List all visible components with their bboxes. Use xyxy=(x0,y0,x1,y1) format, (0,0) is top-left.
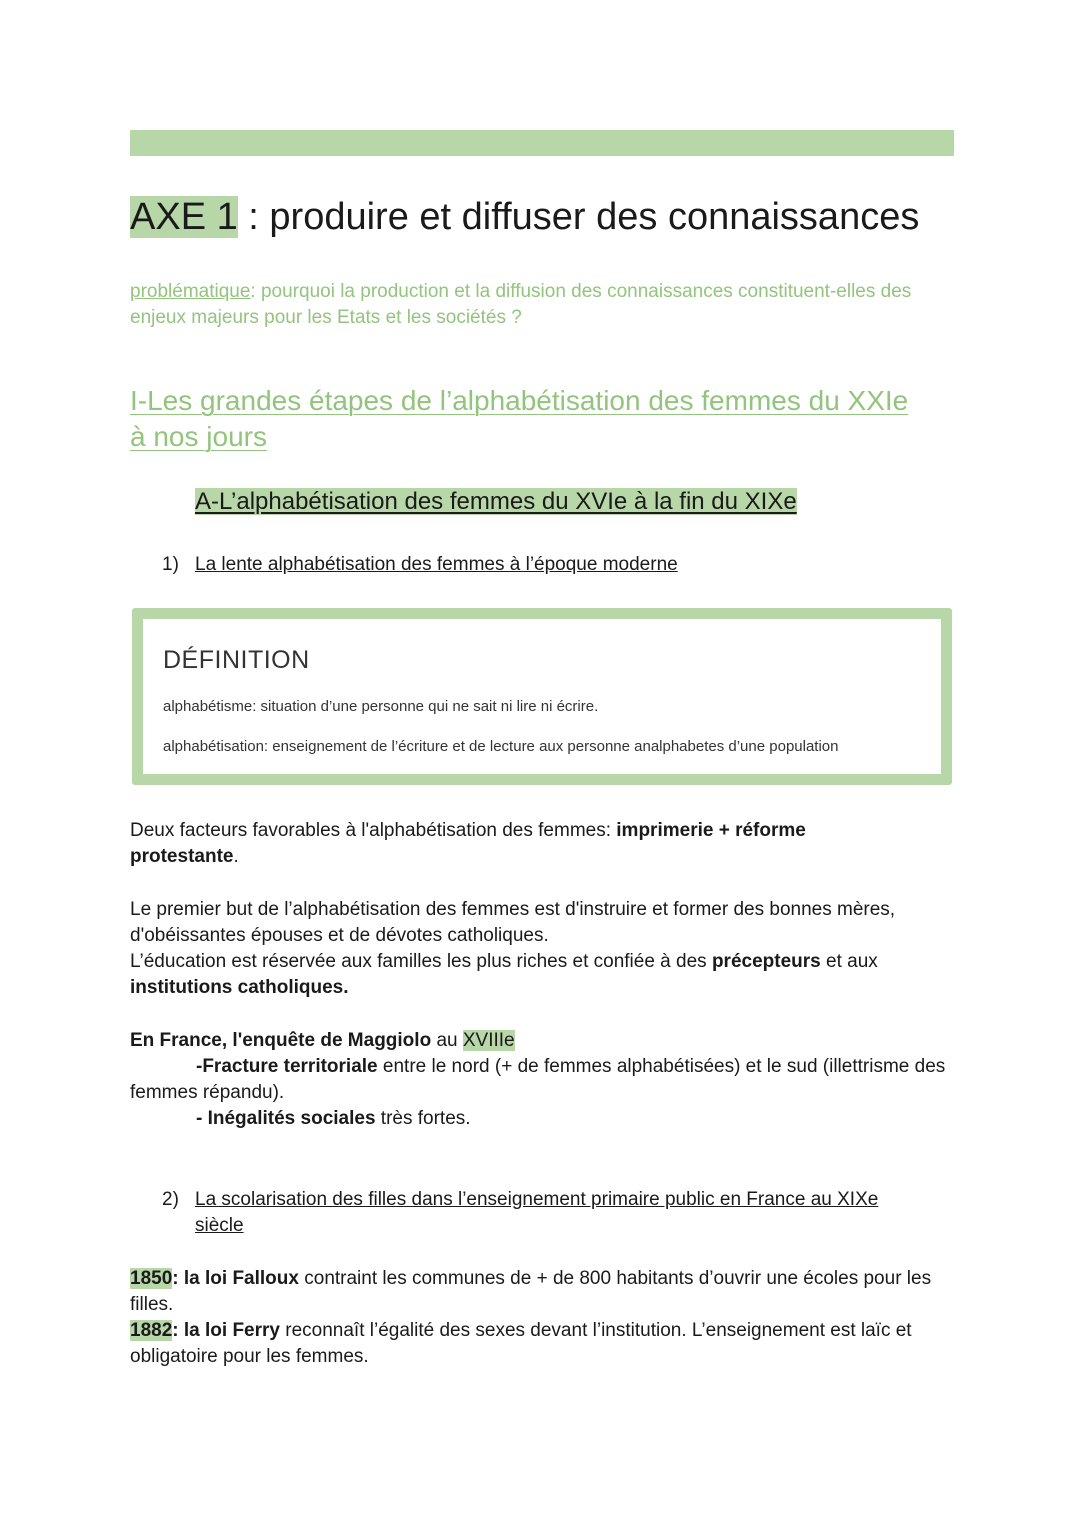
problematique-label: problématique xyxy=(130,281,251,302)
numbered-heading-1-title: La lente alphabétisation des femmes à l’époque moderne xyxy=(195,554,678,575)
p1-bold: imprimerie + réforme protestante xyxy=(130,820,806,867)
p3-text: au xyxy=(431,1030,463,1051)
title-separator: : xyxy=(237,196,270,238)
p2-line1: Le premier but de l’alphabétisation des femmes est d'instruire et former des bonnes mères, d'obéissantes épouses et de dévotes catholiques. xyxy=(130,899,896,946)
numbered-heading-2-num: 2) xyxy=(162,1189,179,1210)
problematique-text: : pourquoi la production et la diffusion des connaissances constituent-elles des enjeux majeurs pour les Etats et les sociétés ? xyxy=(130,281,912,328)
definition-box xyxy=(132,608,952,785)
numbered-heading-1-num: 1) xyxy=(162,554,179,575)
p3-bullet1-text: entre le nord (+ de femmes alphabétisées) et le sud (illettrisme des femmes répandu). xyxy=(130,1056,946,1103)
paragraph-facteurs xyxy=(130,818,890,870)
p4-text-falloux: contraint les communes de + de 800 habitants d’ouvrir une écoles pour les filles. xyxy=(130,1268,932,1315)
paragraph-but xyxy=(130,897,960,1001)
paragraph-maggiolo xyxy=(130,1028,960,1132)
p3-bullet2 xyxy=(130,1106,960,1132)
definition-line-alphabetisation: alphabétisation: enseignement de l’écriture et de lecture aux personne analphabetes d’une population xyxy=(163,738,839,755)
paragraph-lois xyxy=(130,1266,960,1370)
p3-bullet2-bold: - Inégalités sociales xyxy=(196,1108,376,1129)
problematique xyxy=(130,279,930,331)
p4-ferry xyxy=(130,1318,960,1370)
p2-bold-precepteurs: précepteurs xyxy=(711,951,821,972)
p4-law-falloux: : la loi Falloux xyxy=(172,1268,299,1289)
page-title xyxy=(130,190,919,244)
axe-label: AXE 1 xyxy=(130,196,238,238)
p2-line2 xyxy=(130,949,960,1001)
header-banner xyxy=(130,130,954,156)
p3-century: XVIIIe xyxy=(462,1030,515,1051)
p3-bullet1-bold: -Fracture territoriale xyxy=(196,1056,378,1077)
p4-text-ferry: reconnaît l’égalité des sexes devant l’institution. L’enseignement est laïc et obligatoire pour les femmes. xyxy=(130,1320,912,1367)
p2-line2-mid: et aux xyxy=(820,951,878,972)
p4-law-ferry: : la loi Ferry xyxy=(172,1320,280,1341)
title-text: produire et diffuser des connaissances xyxy=(269,196,920,238)
p3-heading xyxy=(130,1028,960,1054)
numbered-heading-2 xyxy=(162,1187,922,1239)
definition-heading: DÉFINITION xyxy=(163,646,310,674)
p3-bullet1 xyxy=(130,1054,960,1106)
p1-text: Deux facteurs favorables à l'alphabétisation des femmes: xyxy=(130,820,617,841)
subsection-heading-a xyxy=(195,486,797,518)
definition-line-alphabetisme: alphabétisme: situation d’une personne qui ne sait ni lire ni écrire. xyxy=(163,698,599,715)
p4-falloux xyxy=(130,1266,960,1318)
p2-line2-start: L’éducation est réservée aux familles les plus riches et confiée à des xyxy=(130,951,712,972)
section-heading-1: I-Les grandes étapes de l’alphabétisation des femmes du XXIe à nos jours xyxy=(130,385,909,452)
p1-end: . xyxy=(233,846,239,867)
numbered-heading-1 xyxy=(162,552,678,578)
numbered-heading-2-title: La scolarisation des filles dans l’enseignement primaire public en France au XIXe siècle xyxy=(195,1189,879,1236)
p4-year-1882: 1882 xyxy=(130,1320,173,1341)
p3-bold: En France, l'enquête de Maggiolo xyxy=(130,1030,432,1051)
p4-year-1850: 1850 xyxy=(130,1268,173,1289)
p2-bold-institutions: institutions catholiques. xyxy=(130,977,349,998)
subsection-heading-a-text: A-L’alphabétisation des femmes du XVIe à la fin du XIXe xyxy=(195,488,797,515)
p3-bullet2-text: très fortes. xyxy=(375,1108,471,1129)
